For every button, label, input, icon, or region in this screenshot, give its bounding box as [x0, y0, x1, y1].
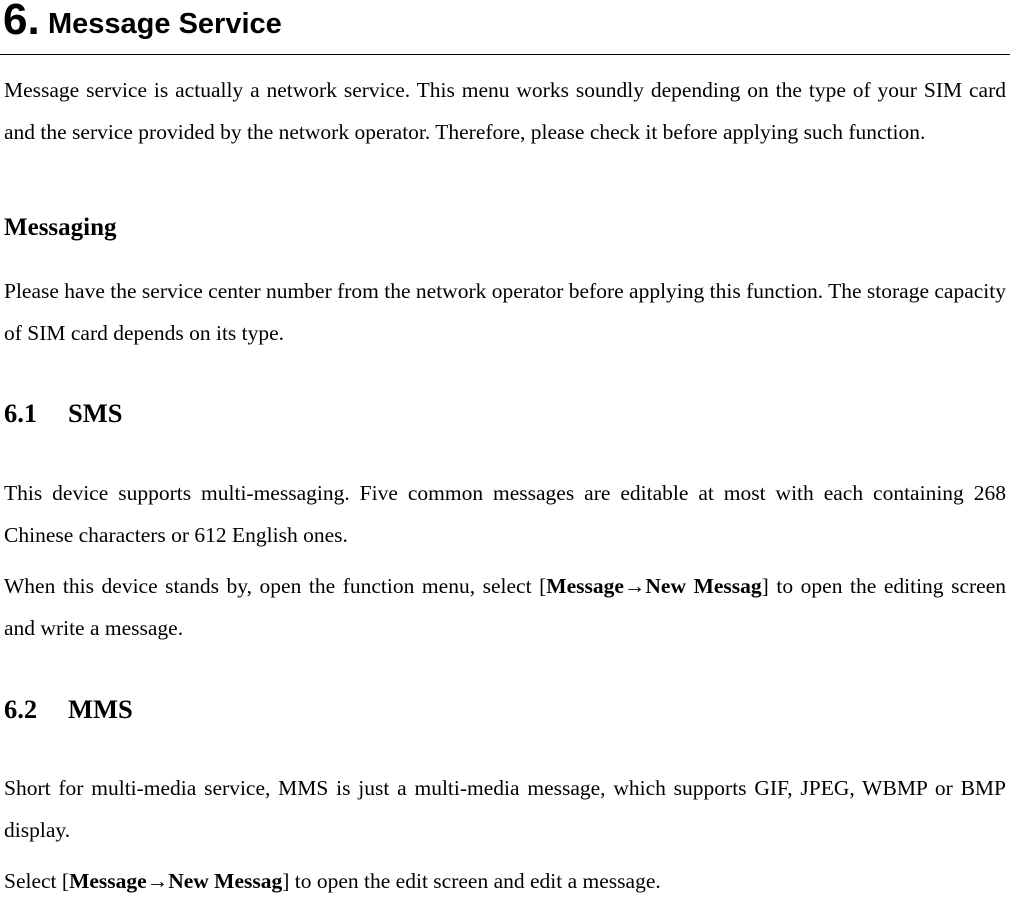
mms-menu-path: Message→New Messag: [69, 869, 283, 893]
sms-paragraph-2: [4, 565, 1006, 649]
mms-paragraph-1: Short for multi-media service, MMS is just a multi-media message, which supports GIF, JPEG, WBMP or BMP display.: [4, 776, 1006, 842]
messaging-heading: Messaging: [4, 214, 117, 241]
section-heading-mms: [4, 693, 133, 725]
mms-text-before: Select [: [4, 869, 70, 893]
chapter-heading: [0, 0, 1010, 55]
messaging-paragraph: Please have the service center number from the network operator before applying this function. The storage capacity of SIM card depends on its type.: [4, 279, 1006, 345]
section-heading-sms: [4, 397, 123, 429]
section-title-mms: MMS: [68, 694, 133, 724]
section-number-sms: 6.1: [4, 398, 38, 428]
sms-paragraph-1: This device supports multi-messaging. Five common messages are editable at most with each containing 268 Chinese characters or 612 English ones.: [4, 481, 1006, 547]
sms-text-before: When this device stands by, open the function menu, select [: [4, 574, 547, 598]
section-number-mms: 6.2: [4, 694, 38, 724]
sms-text-after: ] to open the editing screen and write a message.: [4, 574, 1007, 640]
chapter-number: 6.: [3, 0, 40, 44]
mms-text-after: ] to open the edit screen and edit a message.: [282, 869, 661, 893]
sms-menu-path: Message→New Messag: [546, 574, 762, 598]
mms-paragraph-2: [4, 860, 1006, 902]
intro-paragraph: Message service is actually a network service. This menu works soundly depending on the type of your SIM card and the service provided by the network operator. Therefore, please check it before applying such function.: [4, 78, 1006, 144]
section-title-sms: SMS: [68, 398, 123, 428]
chapter-title: Message Service: [48, 8, 282, 40]
